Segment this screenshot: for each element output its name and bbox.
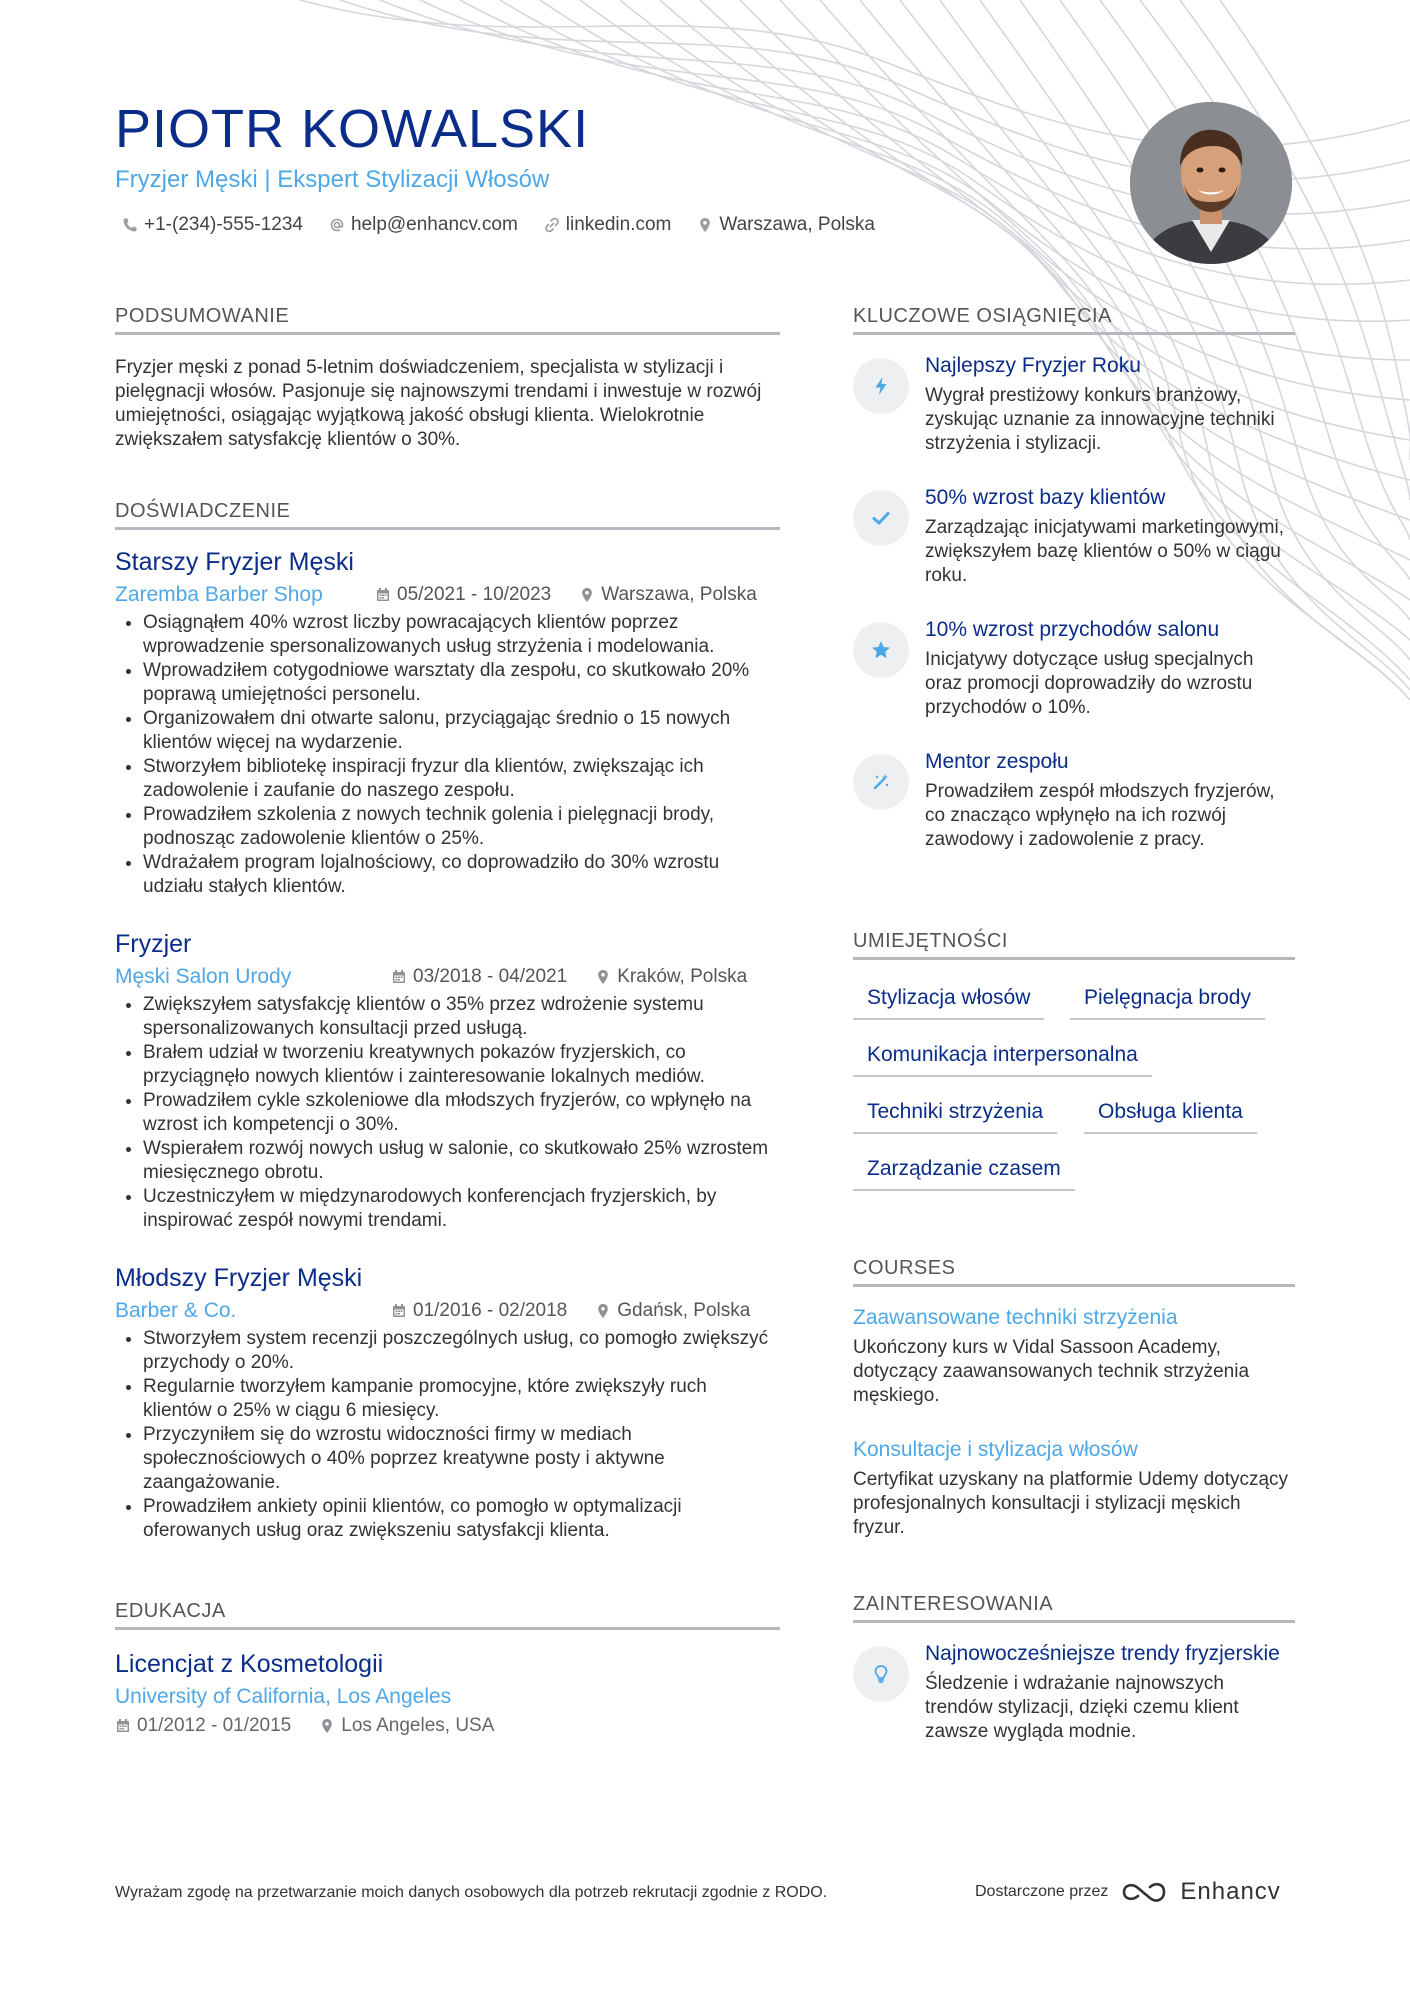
- location-contact: [697, 214, 875, 236]
- job-location-text: Gdańsk, Polska: [617, 1300, 751, 1321]
- job-bullets: [115, 1327, 780, 1543]
- skill-tag: Obsługa klienta: [1084, 1100, 1257, 1134]
- school-name: University of California, Los Angeles: [115, 1685, 452, 1708]
- candidate-title: Fryzjer Męski | Ekspert Stylizacji Włosów: [115, 166, 550, 193]
- location-pin-icon: [579, 587, 595, 603]
- job-title: Młodszy Fryzjer Męski: [115, 1264, 363, 1292]
- education-location-text: Los Angeles, USA: [341, 1715, 495, 1736]
- degree-title: Licencjat z Kosmetologii: [115, 1650, 384, 1678]
- check-icon: [870, 507, 892, 529]
- achievements-section-title: KLUCZOWE OSIĄGNIĘCIA: [853, 305, 1295, 335]
- interest-icon-badge: [853, 1646, 909, 1702]
- location-pin-icon: [595, 1303, 611, 1319]
- company-name: Barber & Co.: [115, 1299, 237, 1322]
- interest-item: [853, 1642, 1295, 1744]
- education-entry: [115, 1650, 780, 1737]
- education-section-title: EDUKACJA: [115, 1600, 780, 1630]
- consent-text: Wyrażam zgodę na przetwarzanie moich danych osobowych dla potrzeb rekrutacji zgodnie z RODO.: [115, 1884, 828, 1901]
- job-location: [579, 584, 757, 606]
- education-dates: [115, 1715, 291, 1737]
- course-item: [853, 1306, 1295, 1408]
- skill-tag: Stylizacja włosów: [853, 986, 1044, 1020]
- linkedin-contact[interactable]: [544, 214, 672, 236]
- company-name: Zaremba Barber Shop: [115, 583, 323, 606]
- calendar-icon: [375, 587, 391, 603]
- course-item: [853, 1438, 1295, 1540]
- company-name: Męski Salon Urody: [115, 965, 292, 988]
- wand-icon: [870, 771, 892, 793]
- job-location-text: Warszawa, Polska: [601, 584, 757, 605]
- achievement-icon-badge: [853, 622, 909, 678]
- skill-tag: Komunikacja interpersonalna: [853, 1043, 1152, 1077]
- interest-title: Najnowocześniejsze trendy fryzjerskie: [925, 1642, 1280, 1665]
- job-bullets: [115, 611, 780, 899]
- candidate-name: PIOTR KOWALSKI: [115, 99, 590, 159]
- bullet-item: • Stworzyłem system recenzji poszczególnych usług, co pomogło zwiększyć przychody o 20%.: [143, 1327, 780, 1375]
- location-text: Warszawa, Polska: [719, 214, 875, 235]
- location-pin-icon: [697, 217, 713, 233]
- job-entry: [115, 1264, 780, 1543]
- job-location-text: Kraków, Polska: [617, 966, 748, 987]
- email-text: help@enhancv.com: [350, 214, 518, 235]
- skill-tag: Techniki strzyżenia: [853, 1100, 1057, 1134]
- achievement-title: 50% wzrost bazy klientów: [925, 486, 1166, 509]
- education-location: [319, 1715, 494, 1737]
- course-title: Zaawansowane techniki strzyżenia: [853, 1306, 1178, 1329]
- job-entry: [115, 548, 780, 899]
- job-dates-text: 03/2018 - 04/2021: [413, 966, 568, 987]
- bullet-item: • Przyczyniłem się do wzrostu widoczności firmy w mediach społecznościowych o 40% poprzez kreatywne posty i aktywne zaangażowanie.: [143, 1423, 780, 1495]
- achievement-desc: Wygrał prestiżowy konkurs branżowy, zyskując uznanie za innowacyjne techniki strzyżenia i stylizacji.: [925, 385, 1275, 454]
- link-icon: [544, 217, 560, 233]
- bullet-item: • Prowadziłem cykle szkoleniowe dla młodszych fryzjerów, co wpłynęło na wzrost ich kompetencji o 30%.: [143, 1089, 780, 1137]
- skill-tag: Zarządzanie czasem: [853, 1157, 1075, 1191]
- interests-section-title: ZAINTERESOWANIA: [853, 1593, 1295, 1623]
- achievement-desc: Prowadziłem zespół młodszych fryzjerów, co znacząco wpłynęło na ich rozwój zawodowy i zadowolenie z pracy.: [925, 781, 1275, 850]
- bullet-item: • Wprowadziłem cotygodniowe warsztaty dla zespołu, co skutkowało 20% poprawą umiejętności personelu.: [143, 659, 780, 707]
- summary-section-title: PODSUMOWANIE: [115, 305, 780, 335]
- email-contact[interactable]: [329, 214, 518, 236]
- job-entry: [115, 930, 780, 1233]
- phone-icon: [122, 217, 138, 233]
- job-dates: [391, 966, 567, 988]
- bullet-item: • Prowadziłem szkolenia z nowych technik golenia i pielęgnacji brody, podnosząc zadowolenie klientów o 25%.: [143, 803, 780, 851]
- achievement-icon-badge: [853, 754, 909, 810]
- bullet-item: • Regularnie tworzyłem kampanie promocyjne, które zwiększyły ruch klientów o 25% w ciągu 6 miesięcy.: [143, 1375, 780, 1423]
- skill-tag: Pielęgnacja brody: [1070, 986, 1265, 1020]
- course-desc: Certyfikat uzyskany na platformie Udemy dotyczący profesjonalnych konsultacji i stylizacji męskich fryzur.: [853, 1469, 1289, 1538]
- education-meta: [115, 1715, 780, 1737]
- linkedin-text: linkedin.com: [565, 214, 672, 235]
- job-meta: [115, 965, 780, 989]
- experience-section-title: DOŚWIADCZENIE: [115, 500, 780, 530]
- education-dates-text: 01/2012 - 01/2015: [137, 1715, 292, 1736]
- course-title: Konsultacje i stylizacja włosów: [853, 1438, 1138, 1461]
- bullet-item: • Brałem udział w tworzeniu kreatywnych pokazów fryzjerskich, co przyciągnęło nowych klientów i zainteresowanie lokalnych mediów.: [143, 1041, 780, 1089]
- achievement-title: 10% wzrost przychodów salonu: [925, 618, 1220, 641]
- powered-by-label: Dostarczone przez: [975, 1883, 1109, 1900]
- job-bullets: [115, 993, 780, 1233]
- job-dates-text: 05/2021 - 10/2023: [397, 584, 552, 605]
- job-dates-text: 01/2016 - 02/2018: [413, 1300, 568, 1321]
- summary-text: Fryzjer męski z ponad 5-letnim doświadczeniem, specjalista w stylizacji i pielęgnacji włosów. Pasjonuje się najnowszymi trendami i inwestuje w rozwój umiejętności, osiągając wyjątkową jakość obsługi klienta. Wielokrotnie zwiększałem satysfakcję klientów o 30%.: [115, 357, 762, 450]
- calendar-icon: [391, 1303, 407, 1319]
- achievement-item: [853, 486, 1295, 588]
- achievement-desc: Inicjatywy dotyczące usług specjalnych oraz promocji doprowadziły do wzrostu przychodów o 10%.: [925, 649, 1254, 718]
- skills-section-title: UMIEJĘTNOŚCI: [853, 930, 1295, 960]
- job-location: [595, 966, 747, 988]
- achievement-title: Najlepszy Fryzjer Roku: [925, 354, 1141, 377]
- phone-contact[interactable]: [122, 214, 303, 236]
- avatar: [1130, 102, 1292, 264]
- contact-row: [122, 214, 875, 236]
- job-meta: [115, 583, 780, 607]
- phone-text: +1-(234)-555-1234: [144, 214, 303, 235]
- bullet-item: • Stworzyłem bibliotekę inspiracji fryzur dla klientów, zwiększając ich zadowolenie i zaufanie do naszego zespołu.: [143, 755, 780, 803]
- achievement-icon-badge: [853, 358, 909, 414]
- bullet-item: • Zwiększyłem satysfakcję klientów o 35% przez wdrożenie systemu spersonalizowanych konsultacji przed usługą.: [143, 993, 780, 1041]
- enhancv-logo-icon: [1120, 1879, 1168, 1905]
- star-icon: [870, 639, 892, 661]
- location-pin-icon: [319, 1718, 335, 1734]
- achievement-desc: Zarządzając inicjatywami marketingowymi, zwiększyłem bazę klientów o 50% w ciągu roku.: [925, 517, 1284, 586]
- at-icon: [329, 217, 345, 233]
- bullet-item: • Osiągnąłem 40% wzrost liczby powracających klientów poprzez wprowadzenie spersonalizowanych usług strzyżenia i modelowania.: [143, 611, 780, 659]
- job-dates: [375, 584, 551, 606]
- bullet-item: • Wdrażałem program lojalnościowy, co doprowadziło do 30% wzrostu udziału stałych klientów.: [143, 851, 780, 899]
- achievement-item: [853, 618, 1295, 720]
- job-dates: [391, 1300, 567, 1322]
- achievement-item: [853, 354, 1295, 456]
- bullet-item: • Uczestniczyłem w międzynarodowych konferencjach fryzjerskich, by inspirować zespół nowymi trendami.: [143, 1185, 780, 1233]
- job-meta: [115, 1299, 780, 1323]
- location-pin-icon: [595, 969, 611, 985]
- lightbulb-icon: [870, 1663, 892, 1685]
- achievement-title: Mentor zespołu: [925, 750, 1069, 773]
- job-location: [595, 1300, 750, 1322]
- interest-desc: Śledzenie i wdrażanie najnowszych trendów stylizacji, dzięki czemu klient zawsze wygląda modnie.: [925, 1673, 1239, 1742]
- powered-by[interactable]: [975, 1878, 1281, 1906]
- job-title: Fryzjer: [115, 930, 192, 958]
- achievement-item: [853, 750, 1295, 852]
- courses-section-title: COURSES: [853, 1257, 1295, 1287]
- brand-name: Enhancv: [1180, 1878, 1281, 1905]
- course-desc: Ukończony kurs w Vidal Sassoon Academy, dotyczący zaawansowanych technik strzyżenia męskiego.: [853, 1337, 1250, 1406]
- calendar-icon: [115, 1718, 131, 1734]
- bullet-item: • Organizowałem dni otwarte salonu, przyciągając średnio o 15 nowych klientów więcej na wydarzenie.: [143, 707, 780, 755]
- job-title: Starszy Fryzjer Męski: [115, 548, 354, 576]
- bullet-item: • Prowadziłem ankiety opinii klientów, co pomogło w optymalizacji oferowanych usług oraz zwiększeniu satysfakcji klienta.: [143, 1495, 780, 1543]
- bolt-icon: [870, 375, 892, 397]
- bullet-item: • Wspierałem rozwój nowych usług w salonie, co skutkowało 25% wzrostem miesięcznego obrotu.: [143, 1137, 780, 1185]
- achievement-icon-badge: [853, 490, 909, 546]
- calendar-icon: [391, 969, 407, 985]
